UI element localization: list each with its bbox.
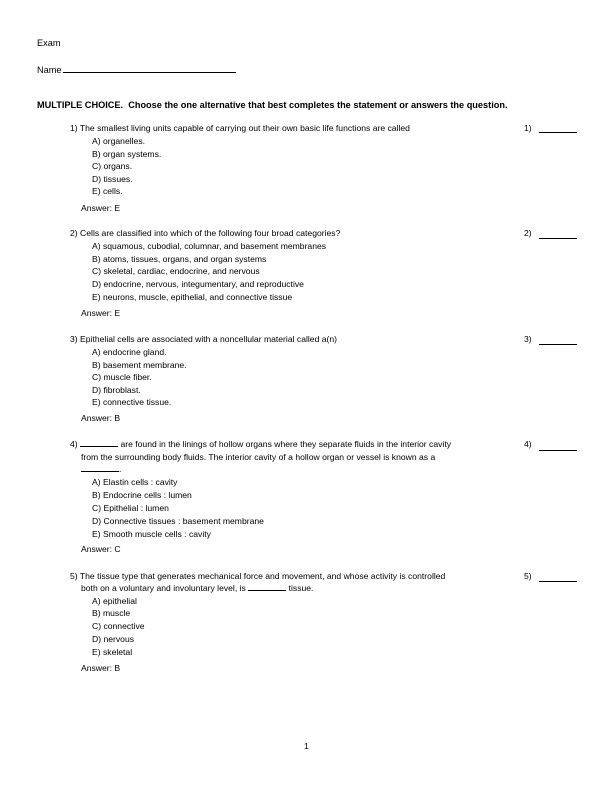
- answer-key: Answer: B: [81, 413, 121, 423]
- exam-label: Exam: [37, 38, 61, 48]
- option-d: D) endocrine, nervous, integumentary, and reproductive: [92, 279, 304, 289]
- stem-blank: [248, 582, 286, 591]
- option-e: E) skeletal: [92, 647, 133, 657]
- stem-period: .: [119, 464, 122, 474]
- option-e: E) Smooth muscle cells : cavity: [92, 529, 211, 539]
- question-stem: [70, 333, 337, 346]
- option-c: C) organs.: [92, 161, 133, 171]
- question-text: Epithelial cells are associated with a noncellular material called a(n): [80, 334, 338, 344]
- question-stem-line1: [70, 570, 445, 583]
- section-title-prefix: MULTIPLE CHOICE.: [37, 100, 124, 110]
- margin-number: 3): [524, 334, 532, 344]
- option-c: C) skeletal, cardiac, endocrine, and nervous: [92, 266, 260, 276]
- stem-start: both on a voluntary and involuntary level, is: [81, 583, 246, 593]
- option-e: E) connective tissue.: [92, 397, 172, 407]
- option-e: E) cells.: [92, 186, 123, 196]
- answer-blank[interactable]: [539, 344, 577, 345]
- stem-blank: [80, 438, 118, 447]
- option-d: D) Connective tissues : basement membrane: [92, 516, 264, 526]
- question-stem-line3: [81, 463, 121, 476]
- answer-blank[interactable]: [539, 238, 577, 239]
- answer-blank[interactable]: [539, 132, 577, 133]
- name-label: Name: [37, 65, 62, 75]
- option-b: B) basement membrane.: [92, 360, 187, 370]
- answer-blank[interactable]: [539, 581, 577, 582]
- option-b: B) Endocrine cells : lumen: [92, 490, 192, 500]
- answer-key: Answer: C: [81, 544, 121, 554]
- margin-number: 4): [524, 439, 532, 449]
- margin-number: 5): [524, 571, 532, 581]
- question-text: The smallest living units capable of carrying out their own basic life functions are called: [79, 123, 410, 133]
- option-b: B) atoms, tissues, organs, and organ systems: [92, 254, 267, 264]
- option-c: C) connective: [92, 621, 145, 631]
- margin-number: 2): [524, 228, 532, 238]
- question-stem-line2: from the surrounding body fluids. The interior cavity of a hollow organ or vessel is known as a: [81, 452, 436, 462]
- option-a: A) Elastin cells : cavity: [92, 477, 178, 487]
- question-stem: [70, 227, 340, 240]
- option-c: C) muscle fiber.: [92, 372, 152, 382]
- answer-key: Answer: B: [81, 663, 121, 673]
- option-e: E) neurons, muscle, epithelial, and connective tissue: [92, 292, 293, 302]
- question-number: 2): [70, 228, 78, 238]
- answer-key: Answer: E: [81, 203, 121, 213]
- question-stem-line2: [81, 582, 313, 595]
- margin-number: 1): [524, 123, 532, 133]
- question-number: 4): [70, 439, 78, 449]
- option-d: D) nervous: [92, 634, 135, 644]
- stem-blank: [81, 463, 122, 474]
- option-b: B) muscle: [92, 608, 131, 618]
- option-c: C) Epithelial : lumen: [92, 503, 169, 513]
- answer-key: Answer: E: [81, 308, 121, 318]
- question-text: are found in the linings of hollow organs where they separate fluids in the interior cavity: [120, 439, 452, 449]
- section-title-rest: Choose the one alternative that best completes the statement or answers the question.: [128, 100, 508, 110]
- question-number: 5): [70, 571, 78, 581]
- question-text: Cells are classified into which of the following four broad categories?: [80, 228, 341, 238]
- option-a: A) endocrine gland.: [92, 347, 167, 357]
- option-b: B) organ systems.: [92, 149, 162, 159]
- question-text: The tissue type that generates mechanical force and movement, and whose activity is controlled: [79, 571, 446, 581]
- option-a: A) organelles.: [92, 136, 146, 146]
- option-a: A) epithelial: [92, 596, 137, 606]
- question-stem-line1: [70, 438, 451, 451]
- page-number: 1: [304, 741, 309, 751]
- name-field[interactable]: [37, 64, 236, 76]
- section-title: [37, 99, 508, 111]
- question-number: 1): [70, 123, 78, 133]
- option-d: D) fibroblast.: [92, 385, 141, 395]
- stem-end: tissue.: [288, 583, 314, 593]
- option-a: A) squamous, cubodial, columnar, and basement membranes: [92, 241, 327, 251]
- option-d: D) tissues.: [92, 174, 133, 184]
- question-stem: [70, 122, 410, 135]
- answer-blank[interactable]: [539, 450, 577, 451]
- question-number: 3): [70, 334, 78, 344]
- name-blank-line[interactable]: [63, 64, 236, 73]
